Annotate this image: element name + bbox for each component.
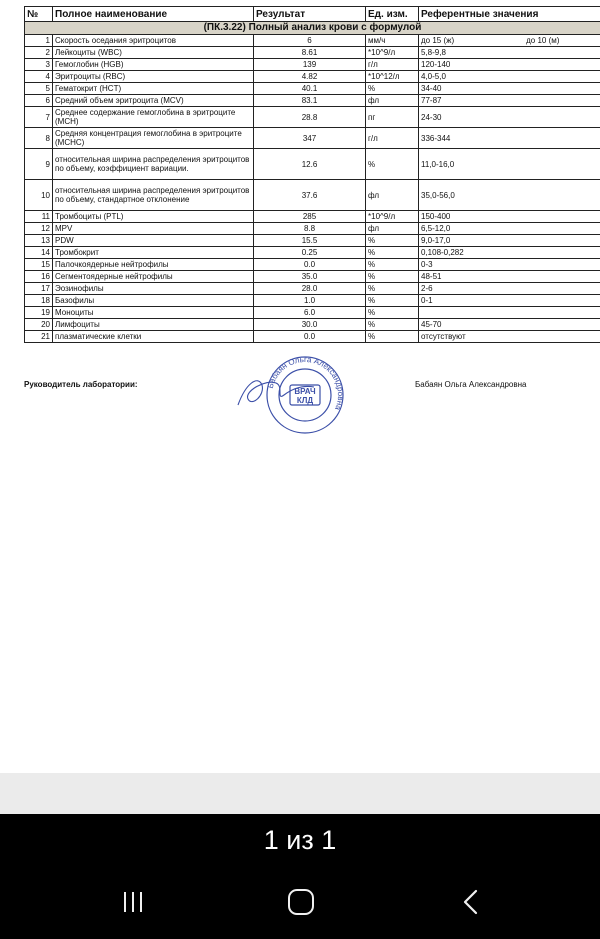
table-row	[25, 35, 600, 47]
page-indicator: 1 из 1	[263, 825, 337, 855]
row-ref: 77-87	[419, 95, 600, 107]
row-name: относительная ширина распределения эритроцитов по объему, коэффициент вариации.	[53, 149, 254, 180]
home-icon	[288, 889, 314, 915]
row-name: Лейкоциты (WBC)	[53, 47, 254, 59]
back-button[interactable]	[451, 884, 491, 920]
row-name: Скорость оседания эритроцитов	[53, 35, 254, 47]
row-unit: *10^12/л	[366, 71, 419, 83]
row-name: Тромбокрит	[53, 247, 254, 259]
row-result: 8.61	[254, 47, 366, 59]
table-row	[25, 47, 600, 59]
table-row	[25, 95, 600, 107]
row-unit: %	[366, 247, 419, 259]
table-row	[25, 59, 600, 71]
row-ref: 6,5-12,0	[419, 223, 600, 235]
table-row	[25, 331, 600, 343]
row-ref: 0-3	[419, 259, 600, 271]
row-unit: %	[366, 271, 419, 283]
row-name: Средний объем эритроцита (MCV)	[53, 95, 254, 107]
table-row	[25, 283, 600, 295]
row-result: 1.0	[254, 295, 366, 307]
recent-apps-icon	[124, 892, 142, 912]
stamp-ring-text: Бабаян Ольга Александровна	[265, 355, 346, 412]
row-result: 0.25	[254, 247, 366, 259]
row-unit: %	[366, 235, 419, 247]
row-name: относительная ширина распределения эритроцитов по объему, стандартное отклонение	[53, 180, 254, 211]
row-unit: %	[366, 283, 419, 295]
row-name: плазматические клетки	[53, 331, 254, 343]
row-number: 18	[25, 295, 53, 307]
row-number: 10	[25, 180, 53, 211]
row-name: Средняя концентрация гемоглобина в эритроците (MCHC)	[53, 128, 254, 149]
row-unit: %	[366, 331, 419, 343]
row-unit: пг	[366, 107, 419, 128]
table-row	[25, 259, 600, 271]
row-number: 5	[25, 83, 53, 95]
row-number: 17	[25, 283, 53, 295]
row-name: Гемоглобин (HGB)	[53, 59, 254, 71]
row-unit: мм/ч	[366, 35, 419, 47]
row-result: 4.82	[254, 71, 366, 83]
row-number: 16	[25, 271, 53, 283]
row-ref: 0-1	[419, 295, 600, 307]
row-result: 8.8	[254, 223, 366, 235]
row-name: Гематокрит (HCT)	[53, 83, 254, 95]
row-name: Палочкоядерные нейтрофилы	[53, 259, 254, 271]
row-result: 37.6	[254, 180, 366, 211]
row-number: 19	[25, 307, 53, 319]
row-result: 28.0	[254, 283, 366, 295]
row-number: 12	[25, 223, 53, 235]
row-ref: 24-30	[419, 107, 600, 128]
row-name: Тромбоциты (PTL)	[53, 211, 254, 223]
table-row	[25, 295, 600, 307]
row-number: 4	[25, 71, 53, 83]
row-result: 28.8	[254, 107, 366, 128]
row-number: 3	[25, 59, 53, 71]
row-name: Моноциты	[53, 307, 254, 319]
table-row	[25, 235, 600, 247]
row-result: 30.0	[254, 319, 366, 331]
row-ref: 4,0-5,0	[419, 71, 600, 83]
row-number: 21	[25, 331, 53, 343]
row-ref: 2-6	[419, 283, 600, 295]
row-result: 6	[254, 35, 366, 47]
row-unit: %	[366, 83, 419, 95]
row-number: 1	[25, 35, 53, 47]
results-table	[24, 6, 600, 343]
viewer-background	[0, 773, 600, 814]
table-row	[25, 180, 600, 211]
header-unit: Ед. изм.	[366, 7, 419, 22]
row-ref: 34-40	[419, 83, 600, 95]
row-name: Эозинофилы	[53, 283, 254, 295]
row-unit: %	[366, 307, 419, 319]
row-result: 347	[254, 128, 366, 149]
table-row	[25, 211, 600, 223]
table-row	[25, 83, 600, 95]
row-result: 285	[254, 211, 366, 223]
row-ref	[419, 35, 600, 47]
header-result: Результат	[254, 7, 366, 22]
row-unit: г/л	[366, 128, 419, 149]
table-row	[25, 107, 600, 128]
row-ref: 5,8-9,8	[419, 47, 600, 59]
table-row	[25, 149, 600, 180]
row-number: 8	[25, 128, 53, 149]
table-row	[25, 247, 600, 259]
row-ref: 336-344	[419, 128, 600, 149]
row-name: Эритроциты (RBC)	[53, 71, 254, 83]
lab-head-label: Руководитель лаборатории:	[24, 380, 138, 389]
row-unit: фл	[366, 95, 419, 107]
row-ref: 45-70	[419, 319, 600, 331]
table-row	[25, 223, 600, 235]
row-number: 11	[25, 211, 53, 223]
header-ref: Референтные значения	[419, 7, 600, 22]
stamp-center-line2: КЛД	[296, 396, 314, 405]
row-result: 15.5	[254, 235, 366, 247]
row-ref: 11,0-16,0	[419, 149, 600, 180]
recent-apps-button[interactable]	[113, 884, 153, 920]
row-name: PDW	[53, 235, 254, 247]
row-unit: фл	[366, 180, 419, 211]
row-ref: 35,0-56,0	[419, 180, 600, 211]
section-row	[25, 22, 600, 35]
lab-head-name: Бабаян Ольга Александровна	[415, 380, 527, 389]
row-ref: отсутствуют	[419, 331, 600, 343]
row-unit: г/л	[366, 59, 419, 71]
row-result: 35.0	[254, 271, 366, 283]
back-icon	[461, 889, 481, 915]
row-result: 0.0	[254, 259, 366, 271]
row-name: Среднее содержание гемоглобина в эритроците (MCH)	[53, 107, 254, 128]
row-result: 12.6	[254, 149, 366, 180]
row-ref: 0,108-0,282	[419, 247, 600, 259]
table-row	[25, 71, 600, 83]
row-result: 139	[254, 59, 366, 71]
section-title: (ПК.3.22) Полный анализ крови с формулой	[25, 22, 600, 35]
row-ref: 9,0-17,0	[419, 235, 600, 247]
row-ref-primary: до 15 (ж)	[421, 36, 455, 45]
row-number: 20	[25, 319, 53, 331]
table-header-row	[25, 7, 600, 22]
row-ref: 48-51	[419, 271, 600, 283]
row-number: 15	[25, 259, 53, 271]
row-unit: *10^9/л	[366, 47, 419, 59]
row-unit: %	[366, 149, 419, 180]
row-number: 9	[25, 149, 53, 180]
table-row	[25, 319, 600, 331]
row-unit: %	[366, 259, 419, 271]
row-unit: фл	[366, 223, 419, 235]
row-number: 14	[25, 247, 53, 259]
row-number: 7	[25, 107, 53, 128]
table-row	[25, 307, 600, 319]
row-name: MPV	[53, 223, 254, 235]
row-result: 6.0	[254, 307, 366, 319]
stamp-center-line1: ВРАЧ	[294, 387, 316, 396]
row-number: 2	[25, 47, 53, 59]
row-name: Лимфоциты	[53, 319, 254, 331]
row-ref	[419, 307, 600, 319]
table-row	[25, 128, 600, 149]
row-number: 6	[25, 95, 53, 107]
row-ref-secondary: до 10 (м)	[526, 36, 560, 45]
header-num: №	[25, 7, 53, 22]
row-result: 40.1	[254, 83, 366, 95]
home-button[interactable]	[281, 884, 321, 920]
row-name: Базофилы	[53, 295, 254, 307]
row-unit: *10^9/л	[366, 211, 419, 223]
header-name: Полное наименование	[53, 7, 254, 22]
row-name: Сегментоядерные нейтрофилы	[53, 271, 254, 283]
row-result: 83.1	[254, 95, 366, 107]
row-number: 13	[25, 235, 53, 247]
table-row	[25, 271, 600, 283]
doctor-stamp	[232, 355, 362, 435]
row-ref: 150-400	[419, 211, 600, 223]
row-unit: %	[366, 319, 419, 331]
row-result: 0.0	[254, 331, 366, 343]
row-ref: 120-140	[419, 59, 600, 71]
row-unit: %	[366, 295, 419, 307]
